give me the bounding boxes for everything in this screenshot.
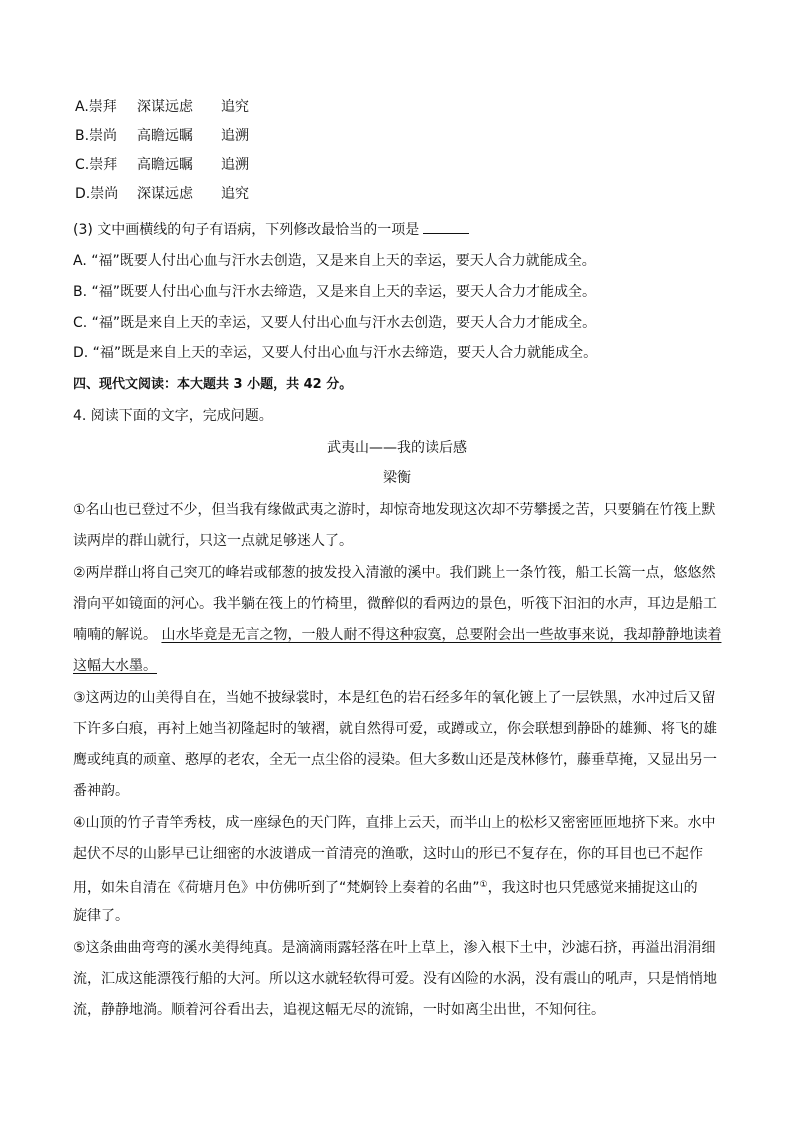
option-d <box>75 184 249 204</box>
paragraph-5-line: ⑤这条曲曲弯弯的溪水美得纯真。是滴滴雨露轻落在叶上草上，渗入根下土中，沙滤石挤，再溢出涓涓细 <box>73 940 716 956</box>
passage-title: 武夷山——我的读后感 <box>327 440 467 456</box>
question-3-option-d: D. “福”既是来自上天的幸运，又要人付出心血与汗水去缔造，要天人合力就能成全。 <box>73 345 598 361</box>
paragraph-1-line: 读两岸的群山就行，只这一点就足够迷人了。 <box>73 533 353 549</box>
paragraph-4-line <box>73 875 698 898</box>
underlined-sentence: 这幅大水墨。 <box>73 658 157 674</box>
paragraph-3-line: ③这两边的山美得自在，当她不披绿裳时，本是红色的岩石经多年的氧化镀上了一层铁黑，水冲过后又留 <box>73 690 716 706</box>
answer-blank[interactable] <box>423 219 469 234</box>
paragraph-3-line: 下许多白痕，再衬上她当初隆起时的皱褶，就自然得可爱，或蹲或立，你会联想到静卧的雄狮、将飞的雄 <box>73 721 717 737</box>
section-heading: 四、现代文阅读：本大题共 3 小题，共 42 分。 <box>73 377 353 392</box>
option-word: 追究 <box>221 186 249 202</box>
paragraph-text: ，我这时也只凭感觉来捕捉这山的 <box>487 880 698 896</box>
paragraph-2-line: ②两岸群山将自己突兀的峰岩或郁葱的披发投入清澈的溪中。我们跳上一条竹筏，船工长篙一点，悠悠然 <box>73 565 716 581</box>
option-word: 追溯 <box>221 157 249 173</box>
option-label: C.崇拜 <box>75 157 118 173</box>
option-c <box>75 155 249 175</box>
paragraph-3-line: 番神韵。 <box>73 783 129 799</box>
question-3-option-b: B. “福”既要人付出心血与汗水去缔造，又是来自上天的幸运，要天人合力才能成全。 <box>73 284 597 300</box>
option-word: 追究 <box>221 99 249 115</box>
option-b <box>75 126 249 146</box>
option-a <box>75 97 249 117</box>
option-label: D.崇尚 <box>75 186 119 202</box>
option-word: 深谋远虑 <box>137 99 193 115</box>
underlined-sentence: 山水毕竟是无言之物，一般人耐不得这种寂寞，总要附会出一些故事来说，我却静静地读着 <box>161 627 722 643</box>
paragraph-2-line: 滑向平如镜面的河心。我半躺在筏上的竹椅里，微醉似的看两边的景色，听筏下汩汩的水声，耳边是船工 <box>73 596 717 612</box>
question-3-option-c: C. “福”既是来自上天的幸运，又要人付出心血与汗水去创造，要天人合力才能成全。 <box>73 315 597 331</box>
paragraph-1-line: ①名山也已登过不少，但当我有缘做武夷之游时，却惊奇地发现这次却不劳攀援之苦，只要躺在竹筏上默 <box>73 502 716 518</box>
question-3-option-a: A. “福”既要人付出心血与汗水去创造，又是来自上天的幸运，要天人合力就能成全。 <box>73 253 596 269</box>
paragraph-4-line: ④山顶的竹子青竿秀枝，成一座绿色的天门阵，直排上云天，而半山上的松杉又密密匝匝地挤下来。水中 <box>73 815 716 831</box>
footnote-marker[interactable]: ① <box>479 880 488 890</box>
paragraph-5-line: 流，汇成这能漂筏行船的大河。所以这水就轻软得可爱。没有凶险的水涡，没有震山的吼声，只是悄悄地 <box>73 971 717 987</box>
paragraph-4-line: 旋律了。 <box>73 908 129 924</box>
option-word: 高瞻远瞩 <box>137 128 193 144</box>
option-word: 深谋远虑 <box>137 186 193 202</box>
paragraph-3-line: 鹰或纯真的顽童、憨厚的老农，全无一点尘俗的浸染。但大多数山还是茂林修竹，藤垂草掩，又显出另一 <box>73 752 717 768</box>
passage-author: 梁衡 <box>383 470 411 486</box>
paragraph-text: 喃喃的解说。 <box>73 627 157 643</box>
question-3-stem <box>73 219 469 240</box>
paragraph-2-line <box>73 625 721 645</box>
question-4-prompt: 4. 阅读下面的文字，完成问题。 <box>73 408 273 424</box>
option-word: 追溯 <box>221 128 249 144</box>
paragraph-4-line: 起伏不尽的山影早已让细密的水波谱成一首清亮的渔歌，这时山的形已不复存在，你的耳目也已不起作 <box>73 846 703 862</box>
question-text: (3) 文中画横线的句子有语病，下列修改最恰当的一项是 <box>73 222 420 238</box>
option-label: A.崇拜 <box>75 99 117 115</box>
option-label: B.崇尚 <box>75 128 118 144</box>
paragraph-2-line <box>73 656 157 676</box>
option-word: 高瞻远瞩 <box>137 157 193 173</box>
paragraph-text: 用，如朱自清在《荷塘月色》中仿佛听到了“梵婀铃上奏着的名曲” <box>73 880 480 896</box>
paragraph-5-line: 流，静静地淌。顺着河谷看出去，追视这幅无尽的流锦，一时如离尘出世，不知何往。 <box>73 1002 605 1018</box>
